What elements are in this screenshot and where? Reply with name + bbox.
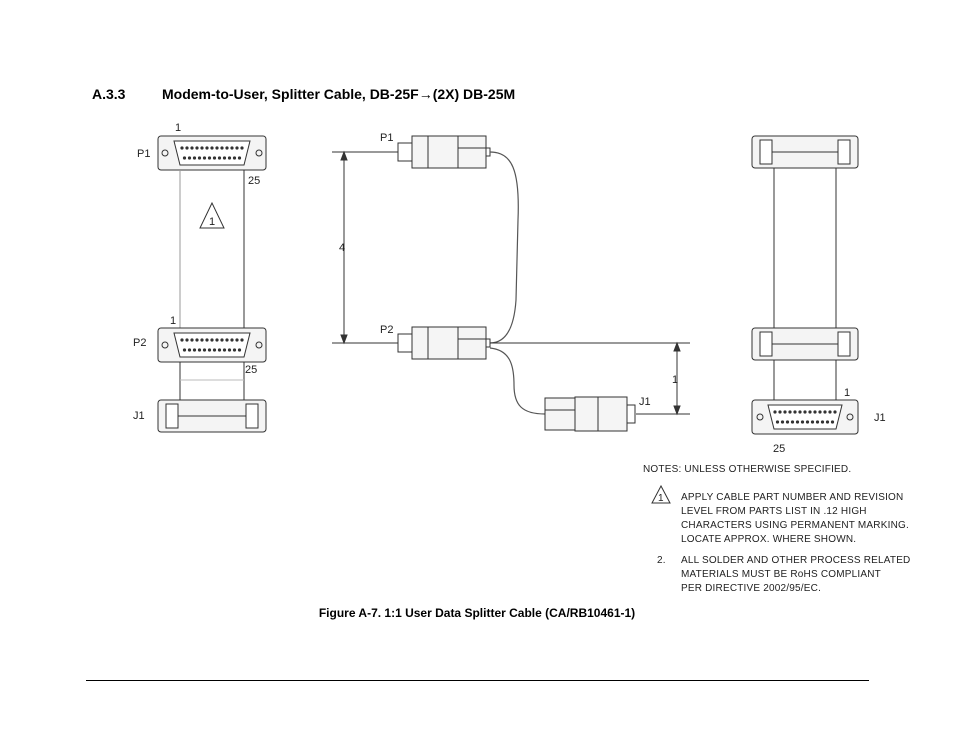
note-2-line-3: PER DIRECTIVE 2002/95/EC. bbox=[681, 583, 822, 594]
note-1-line-4: LOCATE APPROX. WHERE SHOWN. bbox=[681, 534, 857, 545]
section-number: A.3.3 bbox=[92, 86, 126, 102]
notes-block bbox=[643, 464, 910, 594]
label-pin25-back: 25 bbox=[773, 443, 786, 455]
label-p1-side: P1 bbox=[380, 132, 394, 144]
label-pin25-mid: 25 bbox=[245, 364, 258, 376]
p2-connector-side bbox=[398, 327, 490, 359]
j1-connector-side bbox=[545, 397, 635, 431]
label-dim-1: 1 bbox=[672, 374, 679, 386]
figure-caption: Figure A-7. 1:1 User Data Splitter Cable (CA/RB10461-1) bbox=[318, 606, 636, 620]
footer-divider bbox=[86, 680, 869, 681]
p1-connector-side bbox=[398, 136, 490, 168]
side-view bbox=[332, 136, 690, 431]
note-1-line-3: CHARACTERS USING PERMANENT MARKING. bbox=[681, 520, 909, 531]
p2-connector-front bbox=[158, 328, 266, 362]
label-dim-4: 4 bbox=[339, 242, 346, 254]
label-pin1-back: 1 bbox=[844, 387, 851, 399]
note-2-line-2: MATERIALS MUST BE RoHS COMPLIANT bbox=[681, 569, 881, 580]
j1-connector-back bbox=[752, 400, 858, 434]
label-p1-front: P1 bbox=[137, 148, 151, 160]
label-pin1-mid: 1 bbox=[170, 315, 177, 327]
note-1-line-1: APPLY CABLE PART NUMBER AND REVISION bbox=[681, 492, 904, 503]
note-2-line-1: ALL SOLDER AND OTHER PROCESS RELATED bbox=[681, 555, 911, 566]
notes-header: NOTES: UNLESS OTHERWISE SPECIFIED. bbox=[643, 464, 852, 475]
note-2-number: 2. bbox=[657, 555, 666, 566]
note-1-line-2: LEVEL FROM PARTS LIST IN .12 HIGH bbox=[681, 506, 867, 517]
p1-connector-front bbox=[158, 136, 266, 170]
label-pin1-top: 1 bbox=[175, 122, 182, 134]
label-p2-side: P2 bbox=[380, 324, 394, 336]
ribbon-cable-lower bbox=[180, 362, 244, 400]
note-1-flag-number: 1 bbox=[658, 493, 664, 504]
label-j1-front: J1 bbox=[133, 410, 145, 422]
label-j1-side: J1 bbox=[639, 396, 651, 408]
label-j1-back: J1 bbox=[874, 412, 886, 424]
section-title: Modem-to-User, Splitter Cable, DB-25F→(2X) DB-25M bbox=[162, 86, 516, 102]
back-view bbox=[752, 136, 858, 434]
label-flag-front: 1 bbox=[209, 216, 216, 228]
j1-connector-front bbox=[158, 400, 266, 432]
label-p2-front: P2 bbox=[133, 337, 147, 349]
ribbon-cable-upper bbox=[180, 170, 244, 328]
label-pin25-top: 25 bbox=[248, 175, 261, 187]
